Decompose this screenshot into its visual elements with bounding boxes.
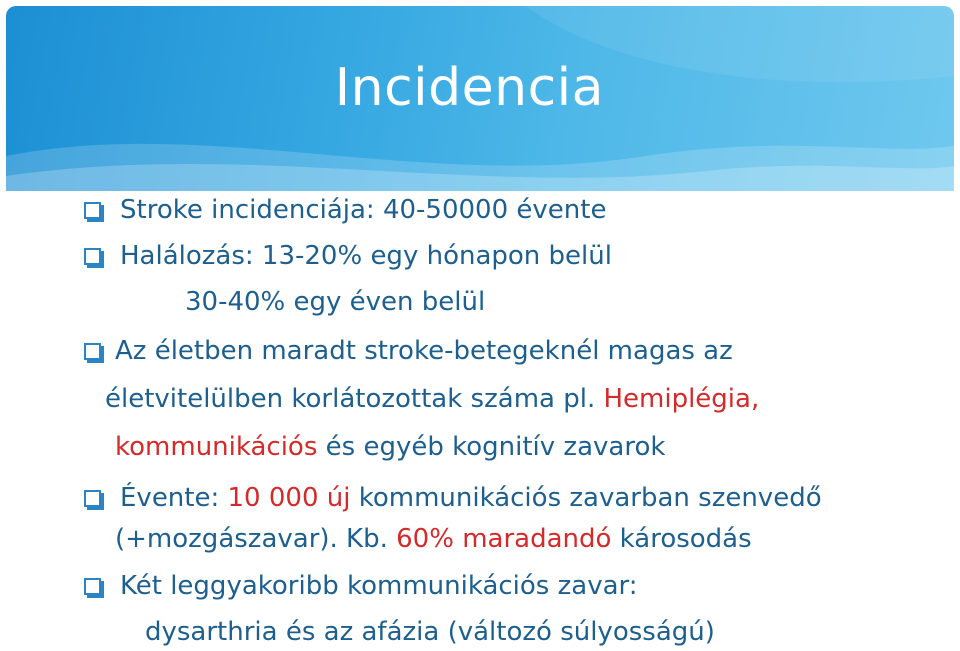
yearly-label: Évente: — [120, 483, 228, 513]
bullet-mortality-continuation: 30-40% egy éven belül — [185, 287, 486, 317]
motor-disorder-text: (+mozgászavar). Kb. — [115, 524, 397, 554]
checkbox-square-icon — [84, 248, 101, 265]
damage-text: károsodás — [611, 524, 752, 554]
bullet-survivors-line1: Az életben maradt stroke-betegeknél magas az — [115, 336, 733, 366]
checkbox-square-icon — [84, 490, 101, 507]
bullet-survivors-line2 — [105, 384, 759, 414]
bullet-survivors-line3 — [115, 432, 665, 462]
bullet-two-common-disorders: Két leggyakoribb kommunikációs zavar: — [120, 571, 638, 601]
hemiplegia-highlight: Hemiplégia, — [603, 384, 760, 414]
bullet-yearly-line2 — [115, 524, 752, 554]
page-title: Incidencia — [334, 58, 604, 118]
checkbox-square-icon — [84, 343, 101, 360]
new-cases-highlight: 10 000 új — [227, 483, 351, 513]
checkbox-square-icon — [84, 202, 101, 219]
permanent-highlight: 60% maradandó — [396, 524, 612, 554]
bullet-yearly-line1 — [120, 483, 822, 513]
survivors-text: életvitelülben korlátozottak száma pl. — [105, 384, 604, 414]
cognitive-text: és egyéb kognitív zavarok — [317, 432, 666, 462]
checkbox-square-icon — [84, 578, 101, 595]
communication-disorder-text: kommunikációs zavarban szenvedő — [350, 483, 822, 513]
bullet-two-common-disorders-continuation: dysarthria és az afázia (változó súlyosságú) — [145, 617, 715, 647]
bullet-mortality: Halálozás: 13-20% egy hónapon belül — [120, 241, 612, 271]
bullet-stroke-incidence: Stroke incidenciája: 40-50000 évente — [120, 195, 607, 225]
communication-highlight: kommunikációs — [115, 432, 318, 462]
